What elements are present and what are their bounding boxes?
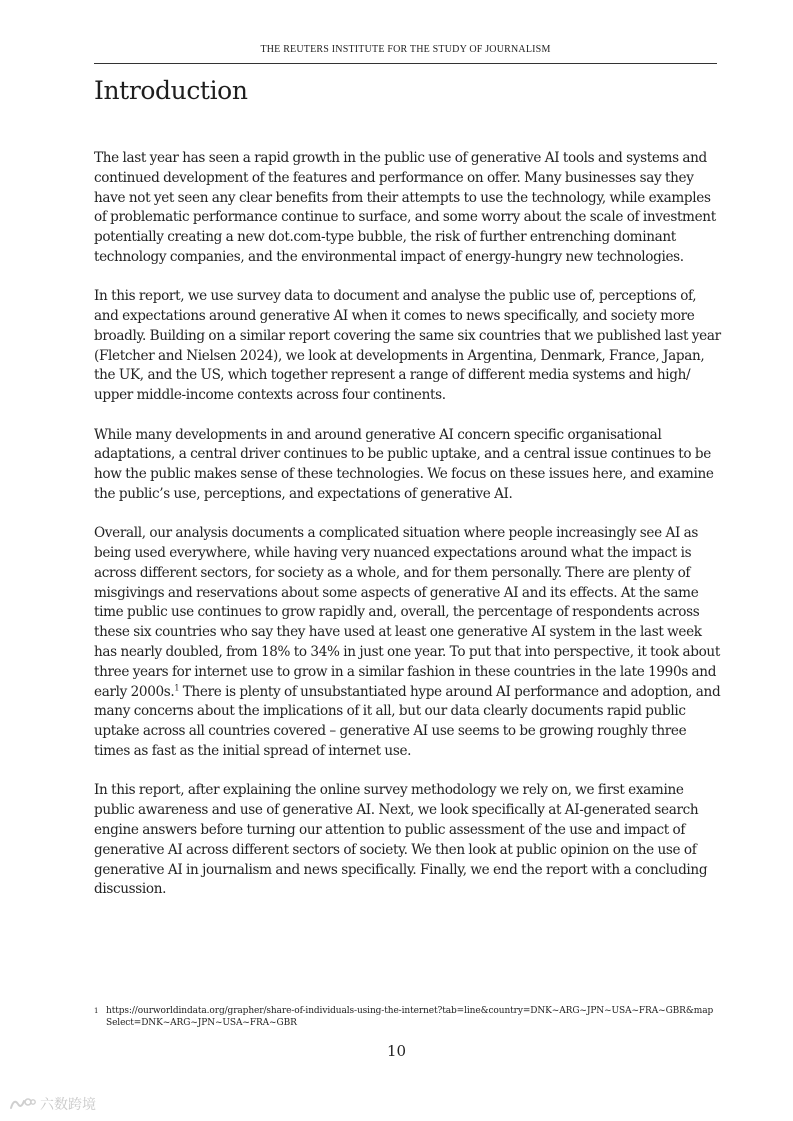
footnote-reference[interactable]: 1 (174, 683, 180, 693)
header-divider (94, 63, 717, 64)
paragraph-text: There is plenty of unsubstantiated hype around AI performance and adoption, and many concerns about the implications of it all, but our data clearly documents rapid public uptake across all countries covered – generative AI use seems to be growing roughly three times as fast as the initial spread of internet use. (94, 683, 721, 760)
paragraph (94, 524, 722, 762)
paragraph: While many developments in and around generative AI concern specific organisational adaptations, a central driver continues to be public uptake, and a central issue continues to be how the public makes sense of these technologies. We focus on these issues here, and examine the public’s use, perceptions, and expectations of generative AI. (94, 426, 714, 502)
paragraph: In this report, we use survey data to document and analyse the public use of, perceptions of, and expectations around generative AI when it comes to news specifically, and society more broadly. Building on a similar report covering the same six countries that we published last year (Fletcher and Nielsen 2024), we look at developments in Argentina, Denmark, France, Japan, the UK, and the US, which together represent a range of different media systems and high/ upper middle-income contexts across four continents. (94, 288, 721, 404)
paragraph: In this report, after explaining the online survey methodology we rely on, we first examine public awareness and use of generative AI. Next, we look specifically at AI-generated search engine answers before turning our attention to public assessment of the use and impact of generative AI across different sectors of society. We then look at public opinion on the use of generative AI in journalism and news specifically. Finally, we end the report with a concluding discussion. (94, 782, 708, 898)
watermark (8, 1094, 96, 1114)
logo-mark-icon (8, 1096, 36, 1112)
footnote-marker: 1 (94, 1007, 99, 1015)
paragraph-text: Overall, our analysis documents a complicated situation where people increasingly see AI as being used everywhere, while having very nuanced expectations around what the impact is across different sectors, for society as a whole, and for them personally. There are plenty of misgivings and reservations about some aspects of generative AI and its effects. At the same time public use continues to grow rapidly and, overall, the percentage of respondents across these six countries who say they have used at least one generative AI system in the last week has nearly doubled, from 18% to 34% in just one year. To put that into perspective, it took about three years for internet use to grow in a similar fashion in these countries in the late 1990s and early 2000s. (94, 525, 720, 700)
body-text (94, 149, 722, 920)
page-title: Introduction (94, 76, 248, 105)
paragraph: The last year has seen a rapid growth in the public use of generative AI tools and systems and continued development of the features and performance on offer. Many businesses say they have not yet seen any clear benefits from their attempts to use the technology, while examples of problematic performance continue to surface, and some worry about the scale of investment potentially creating a new dot.com-type bubble, the risk of further entrenching dominant technology companies, and the environmental impact of energy-hungry new technologies. (94, 150, 716, 265)
footnote-url[interactable]: https://ourworldindata.org/grapher/share-of-individuals-using-the-internet?tab=line&country=DNK~ARG~JPN~USA~FRA~GBR&mapSelect=DNK~ARG~JPN~USA~FRA~GBR (106, 1006, 714, 1028)
page-number: 10 (386, 1042, 407, 1060)
running-header: THE REUTERS INSTITUTE FOR THE STUDY OF JOURNALISM (260, 44, 551, 55)
watermark-text: 六数跨境 (40, 1097, 96, 1113)
footnote (94, 1005, 719, 1029)
